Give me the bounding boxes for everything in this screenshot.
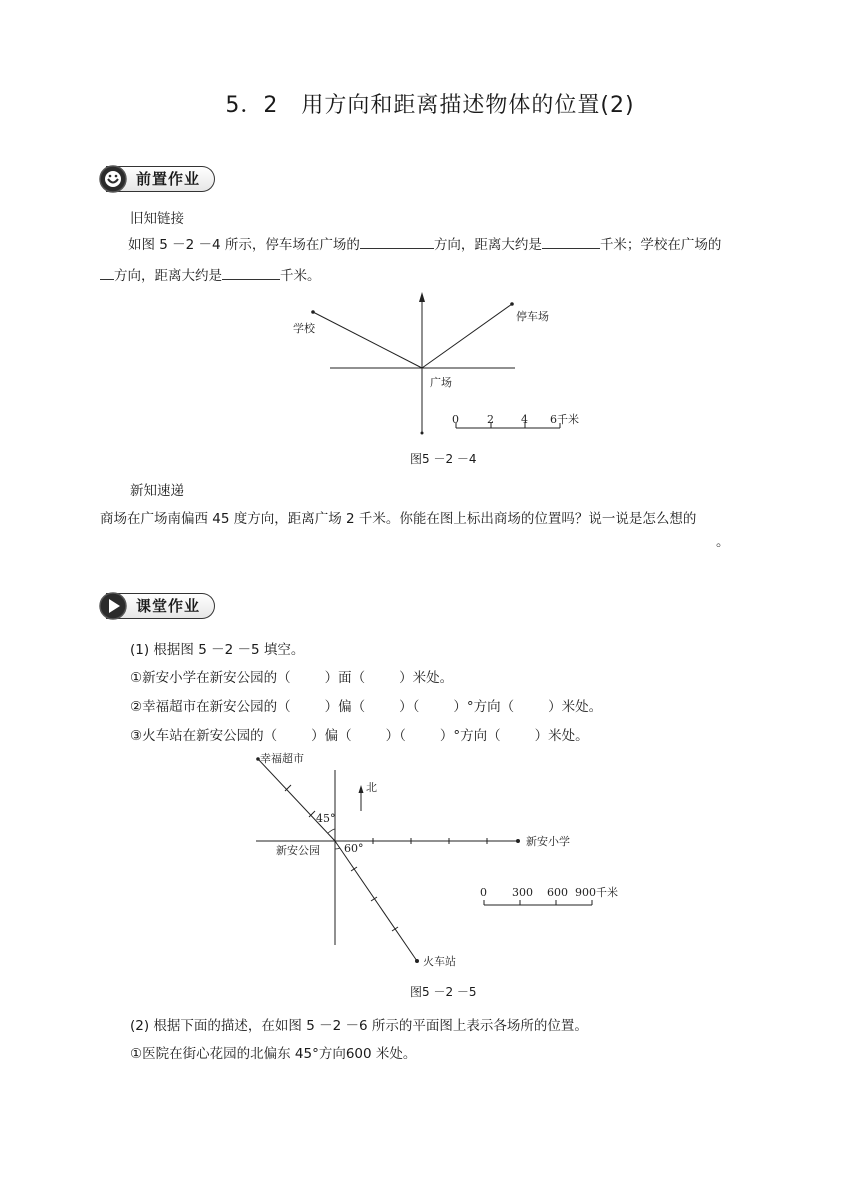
page-title: 5．2 用方向和距离描述物体的位置(2) <box>225 93 635 118</box>
q2-title: (2) 根据下面的描述，在如图 5 －2 －6 所示的平面图上表示各场所的位置。 <box>130 1018 588 1034</box>
parking-point <box>510 302 514 306</box>
plaza-label: 广场 <box>430 376 452 389</box>
school-label: 学校 <box>293 322 315 335</box>
park-label: 新安公园 <box>276 844 320 857</box>
station-ray-ticks <box>351 867 398 931</box>
school-point <box>311 310 315 314</box>
question-line-1: 如图 5 －2 －4 所示，停车场在广场的 方向，距离大约是 千米；学校在广场的 <box>128 237 722 253</box>
question-line-2: 方向，距离大约是 千米。 <box>100 264 321 284</box>
new-question: 商场在广场南偏西 45 度方向，距离广场 2 千米。你能在图上标出商场的位置吗？说一说是怎么想的 <box>100 511 697 527</box>
angle-45-label: 45° <box>316 812 336 825</box>
q1-item-c: ③火车站在新安公园的（ ）偏（ ）（ ）°方向（ ）米处。 <box>130 728 589 744</box>
answer-blank[interactable] <box>360 236 434 249</box>
supermarket-ray <box>258 759 335 841</box>
angle-arc-60 <box>335 848 340 849</box>
new-link-heading: 新知速递 <box>130 483 184 499</box>
scale-label: 0 <box>452 413 459 426</box>
old-link-heading: 旧知链接 <box>130 211 184 227</box>
axis-end-point <box>421 432 424 435</box>
scale-label: 2 <box>487 413 494 426</box>
station-ray <box>335 841 417 961</box>
q1-title: (1) 根据图 5 －2 －5 填空。 <box>130 642 305 658</box>
answer-blank[interactable] <box>542 236 600 249</box>
station-point <box>415 959 419 963</box>
answer-blank[interactable] <box>222 267 280 280</box>
scale-bar <box>452 412 579 428</box>
end-mark: 。 <box>716 534 730 550</box>
smile-icon <box>98 164 128 194</box>
figure-5-2-4 <box>280 288 600 440</box>
supermarket-ray-ticks <box>285 785 315 817</box>
school-point <box>516 839 520 843</box>
north-arrow-icon <box>419 292 425 302</box>
north-arrow-icon <box>359 785 364 793</box>
angle-60-label: 60° <box>344 842 364 855</box>
scale-label: 6千米 <box>550 413 579 426</box>
station-label: 火车站 <box>423 955 456 968</box>
school-ray <box>313 312 422 368</box>
scale-label: 4 <box>521 413 528 426</box>
answer-blank[interactable] <box>100 267 114 280</box>
school-label: 新安小学 <box>526 835 570 848</box>
parking-label: 停车场 <box>516 310 549 323</box>
figure-caption: 图5 －2 －4 <box>410 452 477 466</box>
badge-label: 前置作业 <box>106 166 215 192</box>
section-badge-preview <box>98 164 215 194</box>
figure-caption: 图5 －2 －5 <box>410 985 477 999</box>
supermarket-label: 幸福超市 <box>260 752 304 765</box>
q2-item-a: ①医院在街心花园的北偏东 45°方向600 米处。 <box>130 1046 417 1062</box>
figure-5-2-5 <box>240 745 640 975</box>
scale-label: 600 <box>547 886 568 899</box>
scale-label: 300 <box>512 886 533 899</box>
scale-label: 0 <box>480 886 487 899</box>
scale-bar <box>480 885 618 905</box>
play-icon <box>98 591 128 621</box>
angle-arc-45 <box>328 829 335 833</box>
q1-item-a: ①新安小学在新安公园的（ ）面（ ）米处。 <box>130 670 454 686</box>
q1-item-b: ②幸福超市在新安公园的（ ）偏（ ）（ ）°方向（ ）米处。 <box>130 699 603 715</box>
badge-label: 课堂作业 <box>106 593 215 619</box>
section-badge-classwork <box>98 591 215 621</box>
parking-ray <box>422 304 512 368</box>
north-label: 北 <box>366 781 377 794</box>
scale-label: 900千米 <box>575 886 618 899</box>
